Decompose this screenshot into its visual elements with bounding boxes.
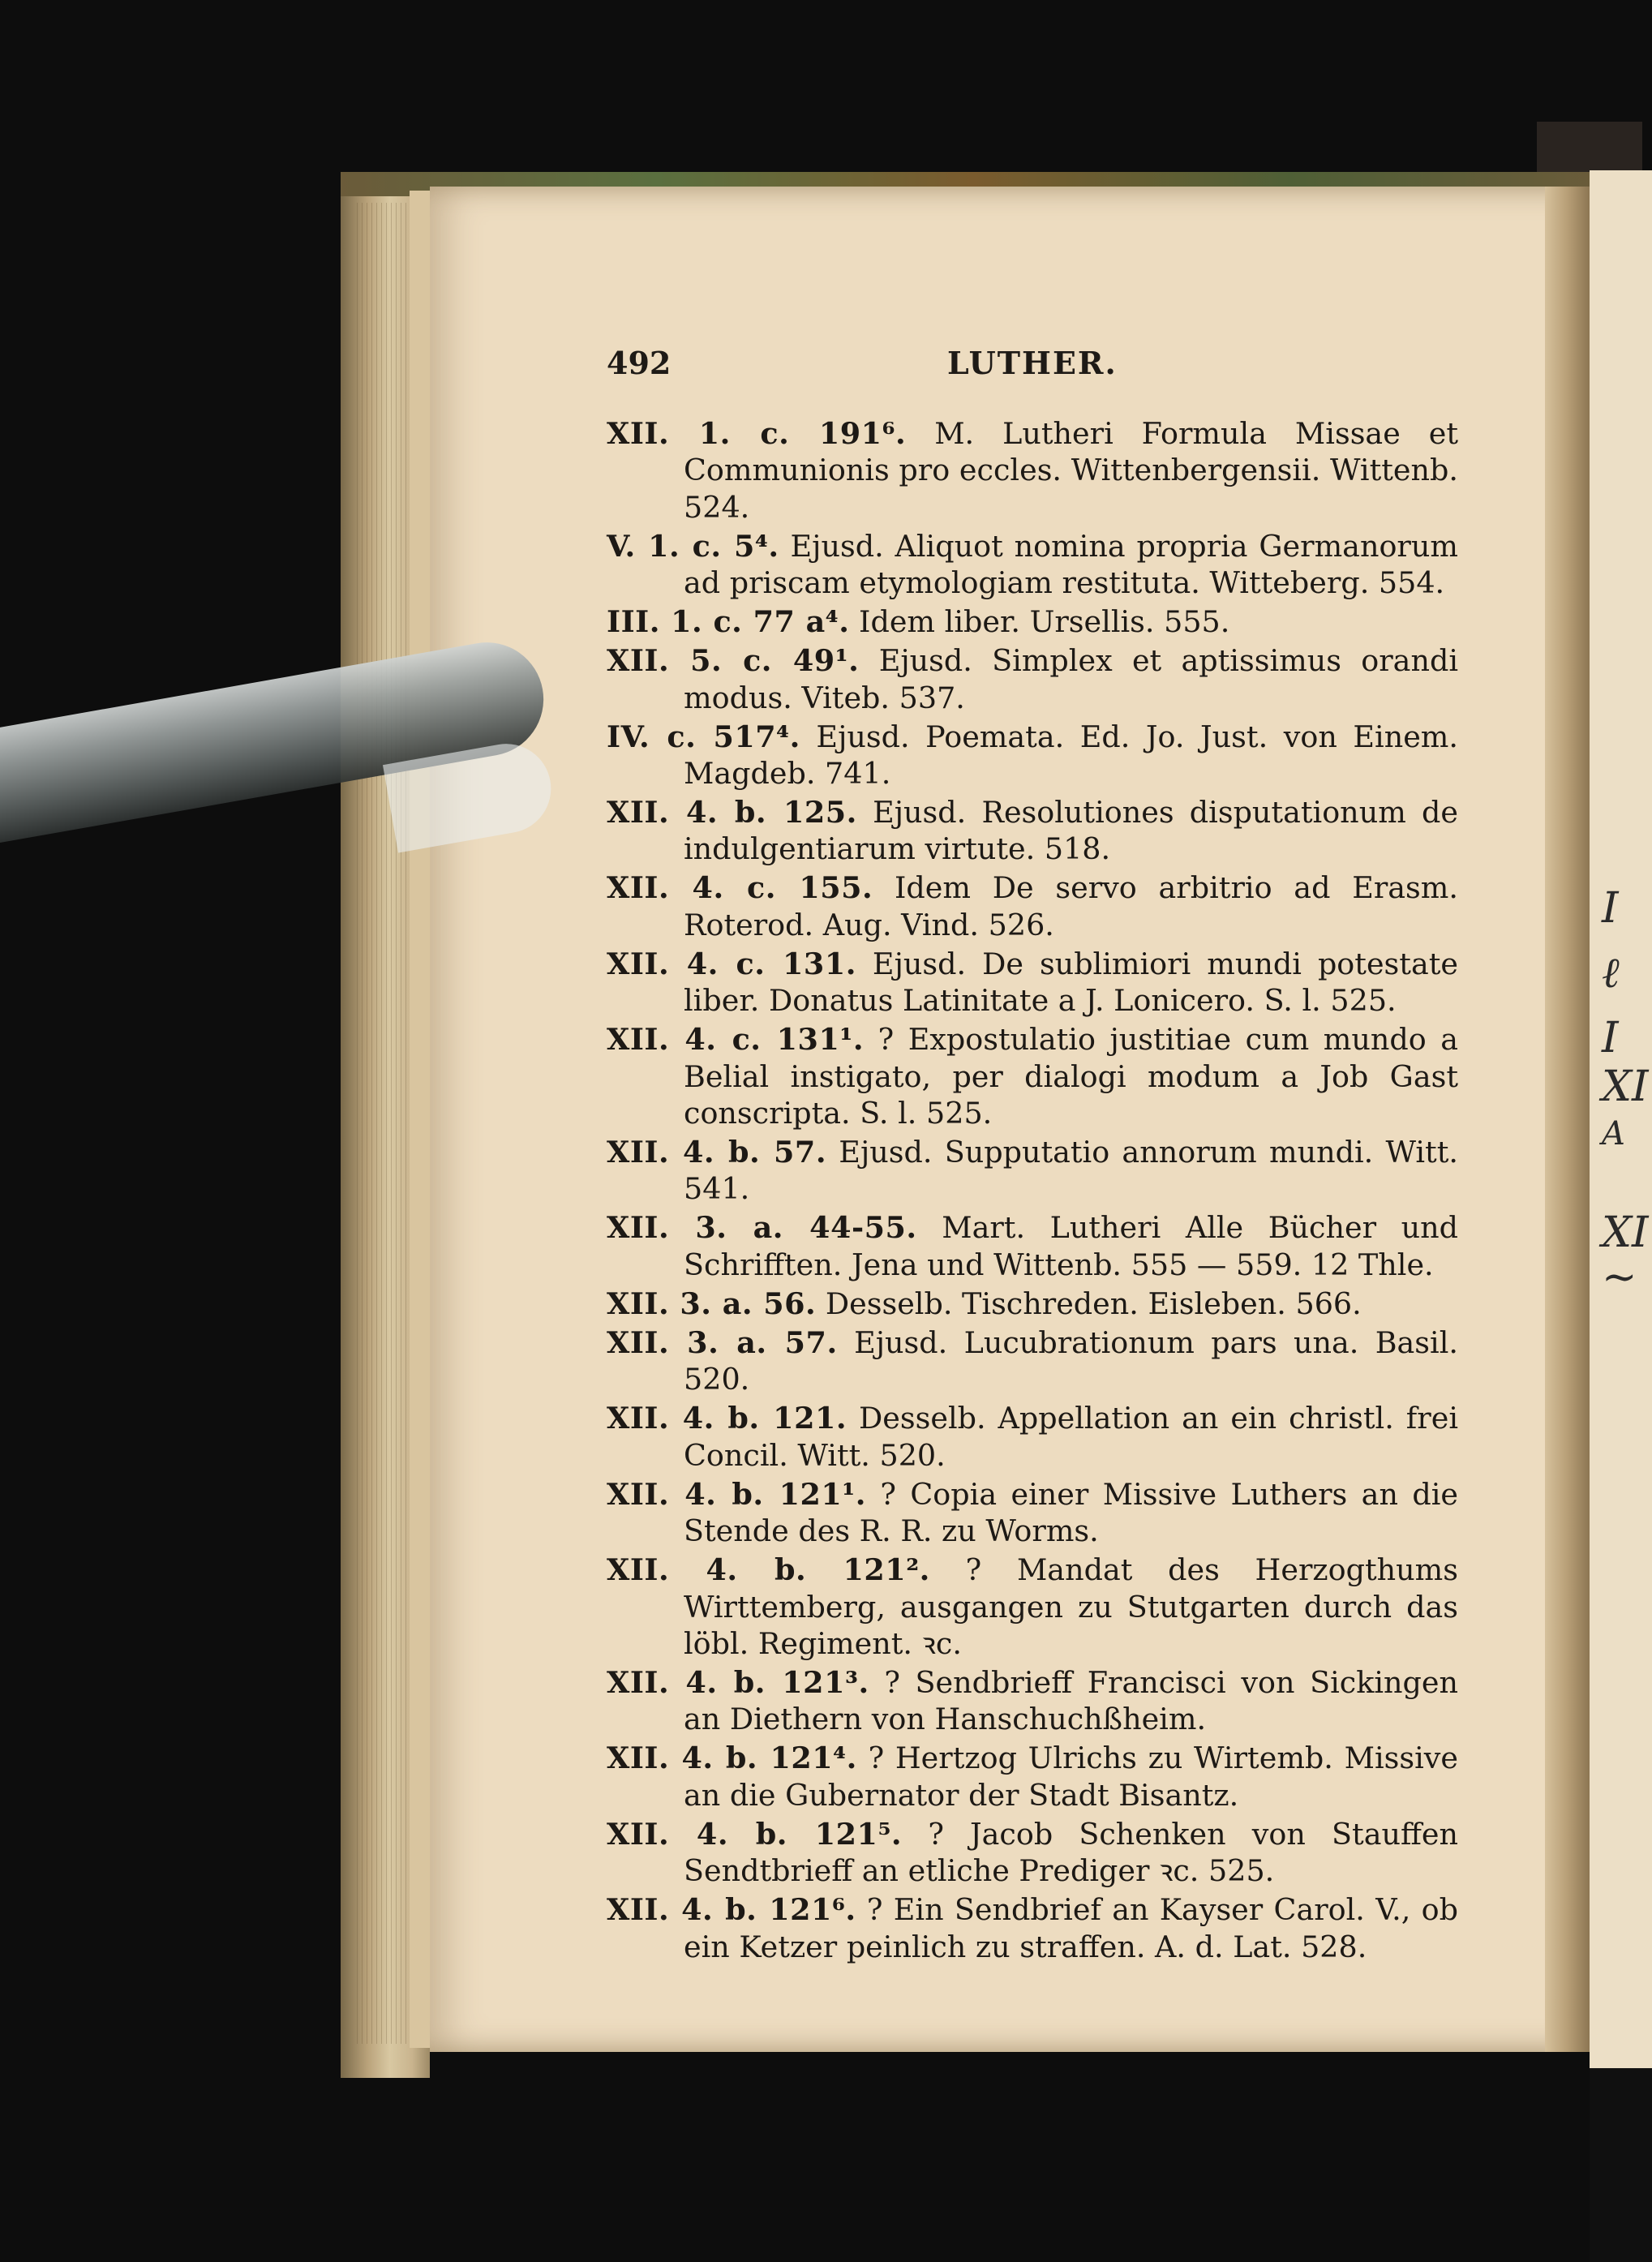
shelf-mark: III. 1. c. 77 a⁴. xyxy=(607,604,850,640)
margin-annotation-1: I xyxy=(1602,884,1619,933)
margin-annotation-4: XI xyxy=(1602,1062,1649,1111)
margin-annotation-6: XI xyxy=(1602,1208,1649,1257)
margin-annotation-7: ~ xyxy=(1602,1253,1637,1302)
catalog-entry xyxy=(607,528,1458,602)
margin-annotation-2: ℓ xyxy=(1602,949,1620,998)
catalog-entry xyxy=(607,1740,1458,1813)
catalog-entry xyxy=(607,794,1458,868)
catalog-entry xyxy=(607,415,1458,526)
entry-text: Ejusd. Aliquot nomina propria Germanorum ad priscam etymologiam restituta. Witteberg. 554. xyxy=(684,528,1458,601)
shelf-mark: XII. 3. a. 44-55. xyxy=(607,1210,917,1246)
catalog-entry xyxy=(607,1324,1458,1398)
entry-text: ? Ein Sendbrief an Kayser Carol. V., ob ein Ketzer peinlich zu straffen. A. d. Lat. 528. xyxy=(684,1892,1459,1964)
entry-text: Mart. Lutheri Alle Bücher und Schrifften. Jena und Wittenb. 555 — 559. 12 Thle. xyxy=(684,1210,1459,1282)
entry-text: ? Jacob Schenken von Stauffen Sendtbrieff an etliche Prediger ꝛc. 525. xyxy=(684,1816,1459,1889)
catalog-entry xyxy=(607,1552,1458,1662)
page-header xyxy=(607,345,1450,393)
catalog-entry xyxy=(607,603,1458,640)
shelf-mark: XII. 4. c. 131¹. xyxy=(607,1022,865,1058)
shelf-mark: XII. 4. b. 125. xyxy=(607,795,857,831)
catalog-entry xyxy=(607,642,1458,716)
entry-text: ? Mandat des Herzogthums Wirttemberg, ausgangen zu Stutgarten durch das löbl. Regiment. ꝛc. xyxy=(684,1552,1459,1661)
entry-text: ? Copia einer Missive Luthers an die Stende des R. R. zu Worms. xyxy=(684,1476,1459,1549)
page-gutter xyxy=(1545,187,1590,2052)
shelf-mark: XII. 4. b. 121⁵. xyxy=(607,1816,903,1852)
entry-text: Desselb. Tischreden. Eisleben. 566. xyxy=(825,1286,1362,1321)
shelf-mark: XII. 4. c. 131. xyxy=(607,946,856,981)
shelf-mark: XII. 4. b. 121¹. xyxy=(607,1476,866,1512)
catalog-entry xyxy=(607,1891,1458,1965)
shelf-mark: XII. 4. b. 121². xyxy=(607,1552,930,1588)
entry-text: M. Lutheri Formula Missae et Communionis pro eccles. Wittenbergensii. Wittenb. 524. xyxy=(684,416,1459,525)
shelf-mark: XII. 4. b. 121. xyxy=(607,1401,847,1436)
catalog-entry xyxy=(607,1664,1458,1738)
entry-text: ? Sendbrieff Francisci von Sickingen an Diethern von Hanschuchßheim. xyxy=(684,1664,1458,1737)
shelf-mark: XII. 4. c. 155. xyxy=(607,870,873,906)
shelf-mark: XII. 4. b. 57. xyxy=(607,1135,827,1170)
shelf-mark: XII. 4. b. 121³. xyxy=(607,1664,869,1700)
entry-text: ? Hertzog Ulrichs zu Wirtemb. Missive an die Gubernator der Stadt Bisantz. xyxy=(684,1740,1459,1813)
entry-text: Ejusd. Supputatio annorum mundi. Witt. 541. xyxy=(684,1135,1458,1207)
shelf-mark: IV. c. 517⁴. xyxy=(607,719,800,754)
entry-text: Ejusd. Poemata. Ed. Jo. Just. von Einem. Magdeb. 741. xyxy=(684,719,1459,792)
shelf-mark: XII. 5. c. 49¹. xyxy=(607,643,860,679)
catalog-entries xyxy=(607,415,1458,1968)
catalog-entry xyxy=(607,1476,1458,1550)
catalog-entry xyxy=(607,1134,1458,1208)
shelf-mark: XII. 4. b. 121⁴. xyxy=(607,1740,857,1776)
entry-text: Idem De servo arbitrio ad Erasm. Roterod. Aug. Vind. 526. xyxy=(684,870,1458,942)
catalog-entry xyxy=(607,1816,1458,1890)
catalog-entry xyxy=(607,1021,1458,1131)
entry-text: Ejusd. Lucubrationum pars una. Basil. 520. xyxy=(684,1324,1458,1397)
entry-text: Ejusd. Simplex et aptissimus orandi modus. Viteb. 537. xyxy=(684,643,1458,715)
entry-text: Ejusd. Resolutiones disputationum de indulgentiarum virtute. 518. xyxy=(684,795,1458,867)
margin-annotation-3: I xyxy=(1602,1014,1619,1062)
entry-text: ? Expostulatio justitiae cum mundo a Belial instigato, per dialogi modum a Job Gast conscripta. S. l. 525. xyxy=(684,1022,1458,1131)
shelf-mark: XII. 1. c. 191⁶. xyxy=(607,416,907,451)
catalog-entry xyxy=(607,1400,1458,1474)
catalog-entry xyxy=(607,719,1458,792)
shelf-mark: XII. 4. b. 121⁶. xyxy=(607,1892,856,1928)
running-head: LUTHER. xyxy=(947,345,1118,381)
entry-text: Desselb. Appellation an ein christl. frei Concil. Witt. 520. xyxy=(684,1401,1458,1473)
shelf-mark: XII. 3. a. 56. xyxy=(607,1286,817,1321)
catalog-entry xyxy=(607,1209,1458,1283)
margin-annotation-5: A xyxy=(1602,1115,1625,1152)
entry-text: Ejusd. De sublimiori mundi potestate liber. Donatus Latinitate a J. Lonicero. S. l. 525. xyxy=(684,946,1458,1019)
shelf-mark: XII. 3. a. 57. xyxy=(607,1324,838,1360)
entry-text: Idem liber. Ursellis. 555. xyxy=(859,604,1230,640)
catalog-entry xyxy=(607,946,1458,1019)
shelf-mark: V. 1. c. 5⁴. xyxy=(607,528,779,564)
catalog-entry xyxy=(607,869,1458,943)
catalog-entry xyxy=(607,1286,1458,1322)
page-number: 492 xyxy=(607,345,672,381)
